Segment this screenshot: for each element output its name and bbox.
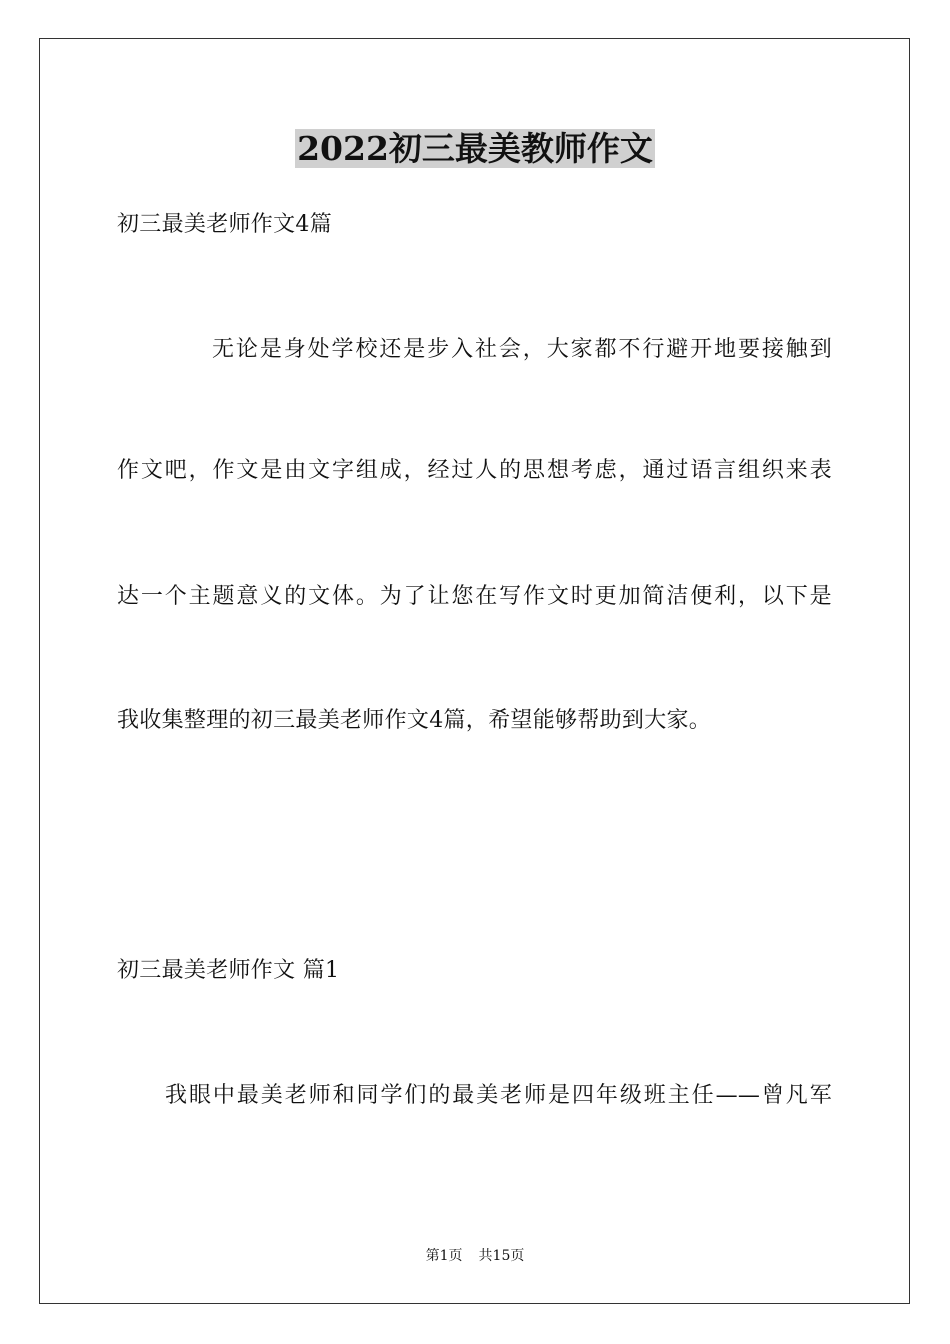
intro-line-2: 作文吧，作文是由文字组成，经过人的思想考虑，通过语言组织来表 [117, 458, 832, 483]
document-title-text: 2022初三最美教师作文 [297, 129, 653, 168]
section-heading: 初三最美老师作文 篇1 [117, 958, 340, 983]
intro-line-1: 无论是身处学校还是步入社会，大家都不行避开地要接触到 [212, 337, 832, 362]
section-first-line: 我眼中最美老师和同学们的最美老师是四年级班主任——曾凡军 [165, 1083, 832, 1108]
page-number: 第1页 [425, 1248, 463, 1264]
intro-line-4: 我收集整理的初三最美老师作文4篇，希望能够帮助到大家。 [117, 708, 712, 733]
document-title [0, 128, 950, 170]
page-footer [0, 1246, 950, 1266]
intro-line-3: 达一个主题意义的文体。为了让您在写作文时更加简洁便利，以下是 [117, 584, 832, 609]
page-total: 共15页 [478, 1248, 525, 1264]
document-subtitle: 初三最美老师作文4篇 [117, 212, 332, 237]
